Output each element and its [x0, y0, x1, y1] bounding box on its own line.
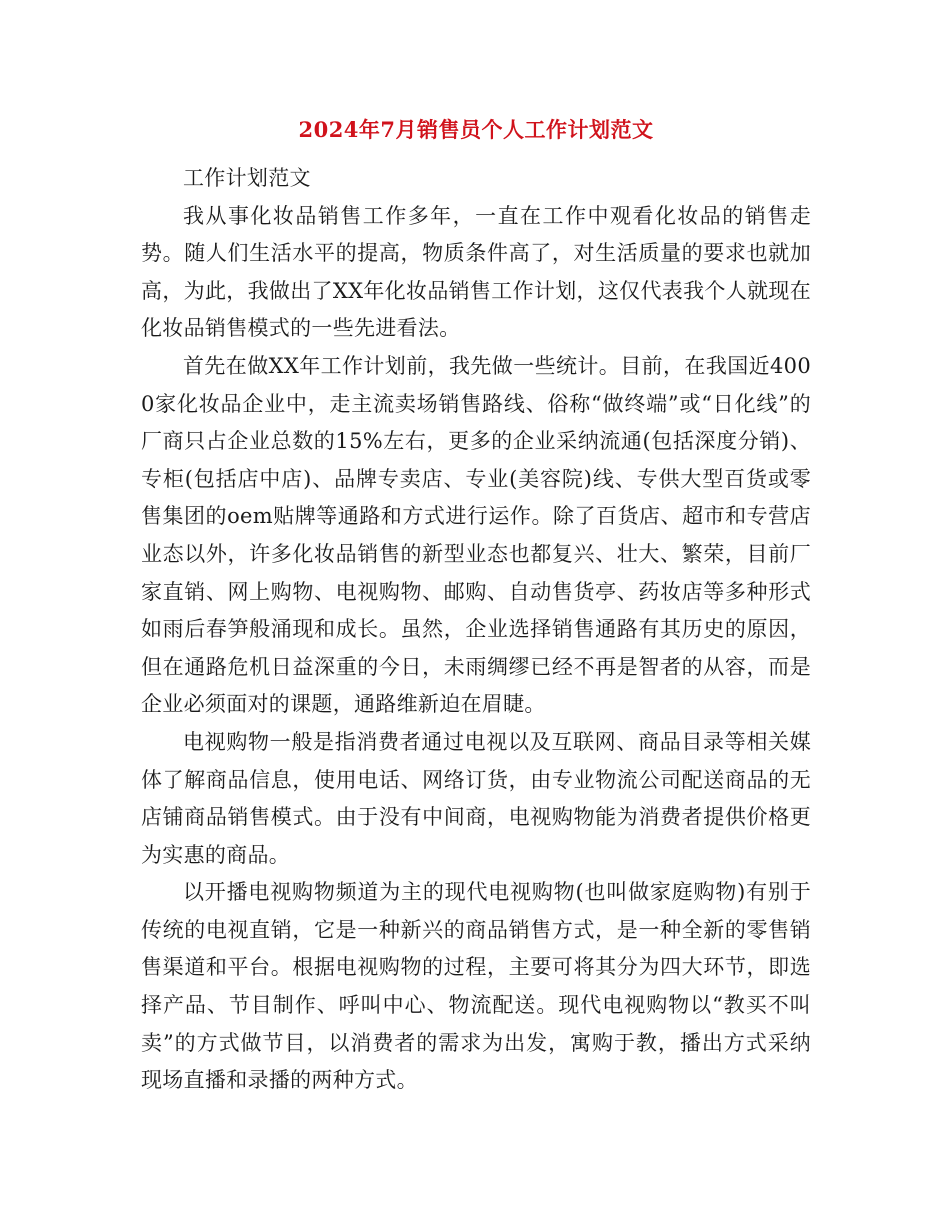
paragraph-intro: 我从事化妆品销售工作多年，一直在工作中观看化妆品的销售走势。随人们生活水平的提高，物质条件高了，对生活质量的要求也就加高，为此，我做出了XX年化妆品销售工作计划，这仅代表我个人就现在化妆品销售模式的一些先进看法。: [141, 203, 811, 341]
document-page: [141, 110, 811, 1100]
paragraph-heading: 工作计划范文: [183, 166, 311, 190]
document-title: 2024年7月销售员个人工作计划范文: [298, 117, 654, 142]
paragraph-modern-tv-shopping: 以开播电视购物频道为主的现代电视购物(也叫做家庭购物)有别于传统的电视直销，它是一种新兴的商品销售方式，是一种全新的零售销售渠道和平台。根据电视购物的过程，主要可将其分为四大环节，即选择产品、节目制作、呼叫中心、物流配送。现代电视购物以“教买不叫卖”的方式做节目，以消费者的需求为出发，寓购于教，播出方式采纳现场直播和录播的两种方式。: [141, 880, 811, 1093]
paragraph-tv-shopping-definition: 电视购物一般是指消费者通过电视以及互联网、商品目录等相关媒体了解商品信息，使用电话、网络订货，由专业物流公司配送商品的无店铺商品销售模式。由于没有中间商，电视购物能为消费者提供价格更为实惠的商品。: [141, 729, 811, 867]
paragraph-statistics: 首先在做XX年工作计划前，我先做一些统计。目前，在我国近4000家化妆品企业中，走主流卖场销售路线、俗称“做终端”或“日化线”的厂商只占企业总数的15%左右，更多的企业采纳流通(包括深度分销)、专柜(包括店中店)、品牌专卖店、专业(美容院)线、专供大型百货或零售集团的oem贴牌等通路和方式进行运作。除了百货店、超市和专营店业态以外，许多化妆品销售的新型业态也都复兴、壮大、繁荣，目前厂家直销、网上购物、电视购物、邮购、自动售货亭、药妆店等多种形式如雨后春笋般涌现和成长。虽然，企业选择销售通路有其历史的原因，但在通路危机日益深重的今日，未雨绸缪已经不再是智者的从容，而是企业必须面对的课题，通路维新迫在眉睫。: [141, 353, 811, 717]
